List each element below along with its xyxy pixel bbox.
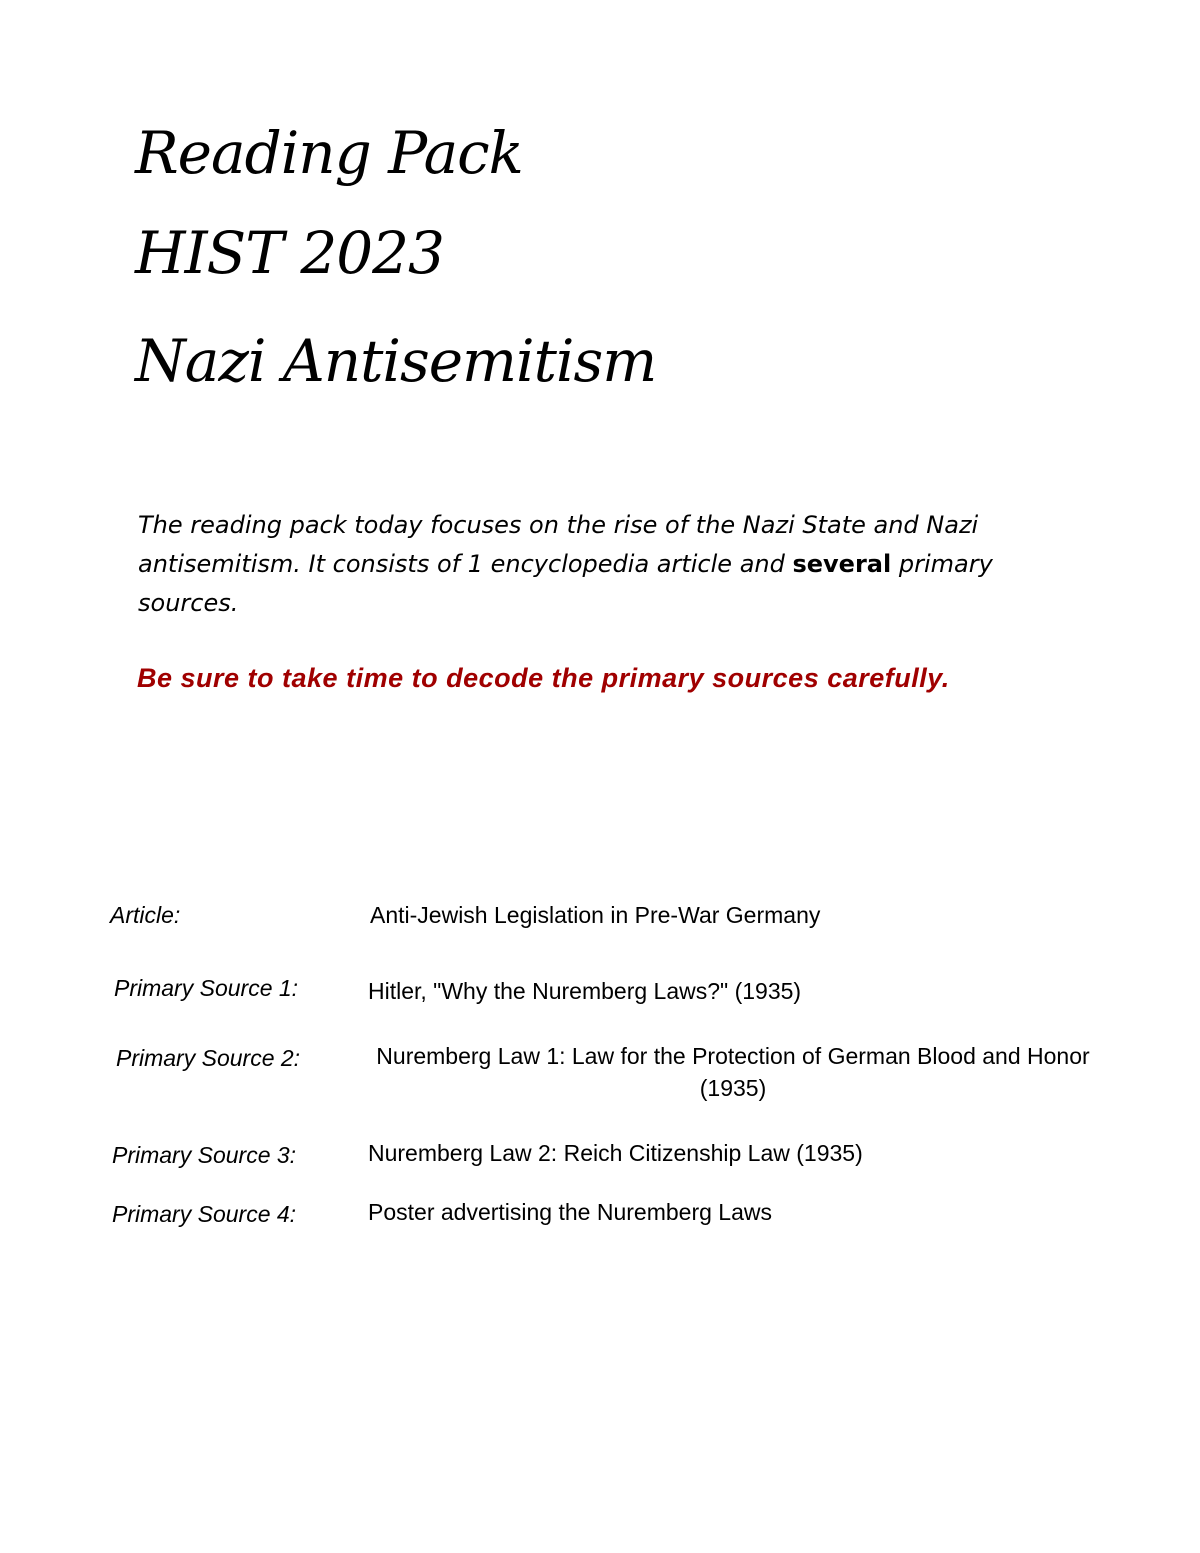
source-label: Primary Source 1: (114, 975, 299, 1001)
source-title: Hitler, "Why the Nuremberg Laws?" (1935) (368, 978, 802, 1004)
intro-paragraph (138, 506, 998, 623)
source-label: Article: (110, 902, 181, 928)
intro-text-part-2: primary sources. (138, 550, 993, 617)
intro-emphasis-word: several (792, 550, 892, 578)
topic-title: Nazi Antisemitism (135, 327, 657, 395)
source-label: Primary Source 2: (116, 1045, 301, 1071)
source-label: Primary Source 3: (112, 1142, 297, 1168)
warning-note: Be sure to take time to decode the primary sources carefully. (137, 663, 950, 693)
title-line-1: Reading Pack (135, 119, 523, 187)
source-title: Poster advertising the Nuremberg Laws (368, 1199, 772, 1225)
source-title: Nuremberg Law 1: Law for the Protection of German Blood and Honor (1935) (376, 1043, 1090, 1101)
source-title: Nuremberg Law 2: Reich Citizenship Law (1935) (368, 1140, 863, 1166)
intro-text-part-1: The reading pack today focuses on the rise of the Nazi State and Nazi antisemitism. It consists of 1 encyclopedia article and (138, 511, 979, 578)
source-label: Primary Source 4: (112, 1201, 297, 1227)
source-title: Anti-Jewish Legislation in Pre-War Germany (370, 902, 821, 928)
course-code: HIST 2023 (135, 219, 444, 287)
